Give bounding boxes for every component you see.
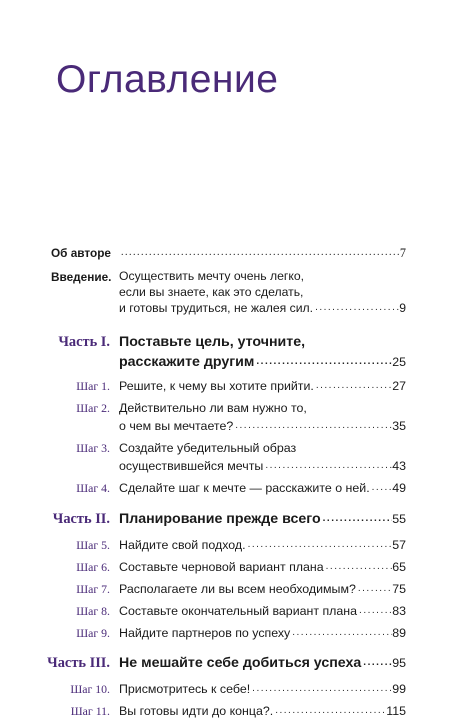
toc-entry-part-1[interactable] [0,332,469,372]
entry-text: Найдите свой подход. [119,538,246,552]
leader-dots [250,680,392,698]
toc-entry-step-9[interactable] [0,624,469,642]
step-label: Шаг 9. [76,626,110,640]
entry-text: о чем вы мечтаете? [119,419,234,433]
step-label: Шаг 5. [76,538,110,552]
page-number: 27 [392,379,406,393]
page-number: 7 [399,246,406,260]
page-number: 89 [392,626,406,640]
entry-label: Об авторе [51,246,111,260]
entry-text: Вы готовы идти до конца?. [119,704,274,718]
page-number: 55 [392,512,406,526]
part-label: Часть III. [47,655,110,671]
page-number: 83 [392,604,406,618]
leader-dots [119,244,400,262]
toc-entry-step-7[interactable] [0,580,469,598]
step-label: Шаг 11. [70,704,110,718]
page-number: 115 [386,704,406,718]
entry-text: если вы знаете, как это сделать, [119,285,304,299]
leader-dots [314,377,392,395]
toc-entry-author[interactable] [0,244,469,262]
page-number: 95 [392,656,406,670]
step-label: Шаг 2. [76,401,110,415]
entry-text: расскажите другим [119,354,255,370]
toc-entry-step-1[interactable] [0,377,469,395]
entry-text: Поставьте цель, уточните, [119,334,306,350]
leader-dots [233,417,392,435]
step-label: Шаг 8. [76,604,110,618]
toc-entry-intro[interactable] [0,268,469,322]
leader-dots [321,509,393,529]
leader-dots [324,558,393,576]
toc-entry-step-3[interactable] [0,439,469,475]
leader-dots [273,702,386,720]
part-label: Часть I. [58,334,110,350]
step-label: Шаг 3. [76,441,110,455]
entry-text: и готовы трудиться, не жалея сил. [119,301,314,315]
toc-entry-part-3[interactable] [0,653,469,673]
toc-entry-step-4[interactable] [0,479,469,497]
toc-entry-part-2[interactable] [0,509,469,529]
leader-dots [246,536,393,554]
entry-text: Действительно ли вам нужно то, [119,401,307,415]
page-number: 65 [392,560,406,574]
entry-text: Не мешайте себе добиться успеха [119,655,362,671]
toc-entry-step-10[interactable] [0,680,469,698]
leader-dots [357,602,392,620]
leader-dots [263,457,392,475]
page-number: 9 [399,301,406,315]
toc-entry-step-5[interactable] [0,536,469,554]
page-number: 57 [392,538,406,552]
entry-text: Планирование прежде всего [119,511,321,527]
leader-dots [356,580,392,598]
entry-text: Составьте окончательный вариант плана [119,604,358,618]
leader-dots [254,352,392,372]
page-number: 75 [392,582,406,596]
page-number: 25 [392,355,406,369]
page-number: 35 [392,419,406,433]
step-label: Шаг 4. [76,481,110,495]
entry-text: Создайте убедительный образ [119,441,297,455]
toc-list [0,244,469,720]
entry-text: Решите, к чему вы хотите прийти. [119,379,314,393]
leader-dots [361,653,392,673]
step-label: Шаг 10. [70,682,110,696]
toc-entry-step-11[interactable] [0,702,469,720]
toc-entry-step-6[interactable] [0,558,469,576]
entry-text: Найдите партнеров по успеху [119,626,291,640]
page-title: Оглавление [56,58,279,101]
page-number: 43 [392,459,406,473]
leader-dots [290,624,392,642]
part-label: Часть II. [52,511,110,527]
toc-entry-step-2[interactable] [0,399,469,435]
step-label: Шаг 7. [76,582,110,596]
entry-text: Осуществить мечту очень легко, [119,269,304,283]
toc-entry-step-8[interactable] [0,602,469,620]
leader-dots [313,300,399,316]
entry-text: Присмотритесь к себе! [119,682,251,696]
step-label: Шаг 1. [76,379,110,393]
entry-text: Сделайте шаг к мечте — расскажите о ней. [119,481,370,495]
entry-label: Введение. [51,270,112,284]
leader-dots [370,479,393,497]
step-label: Шаг 6. [76,560,110,574]
page-number: 49 [392,481,406,495]
entry-text: Располагаете ли вы всем необходимым? [119,582,356,596]
entry-text: Составьте черновой вариант плана [119,560,324,574]
page-number: 99 [392,682,406,696]
entry-text: осуществившейся мечты [119,459,264,473]
